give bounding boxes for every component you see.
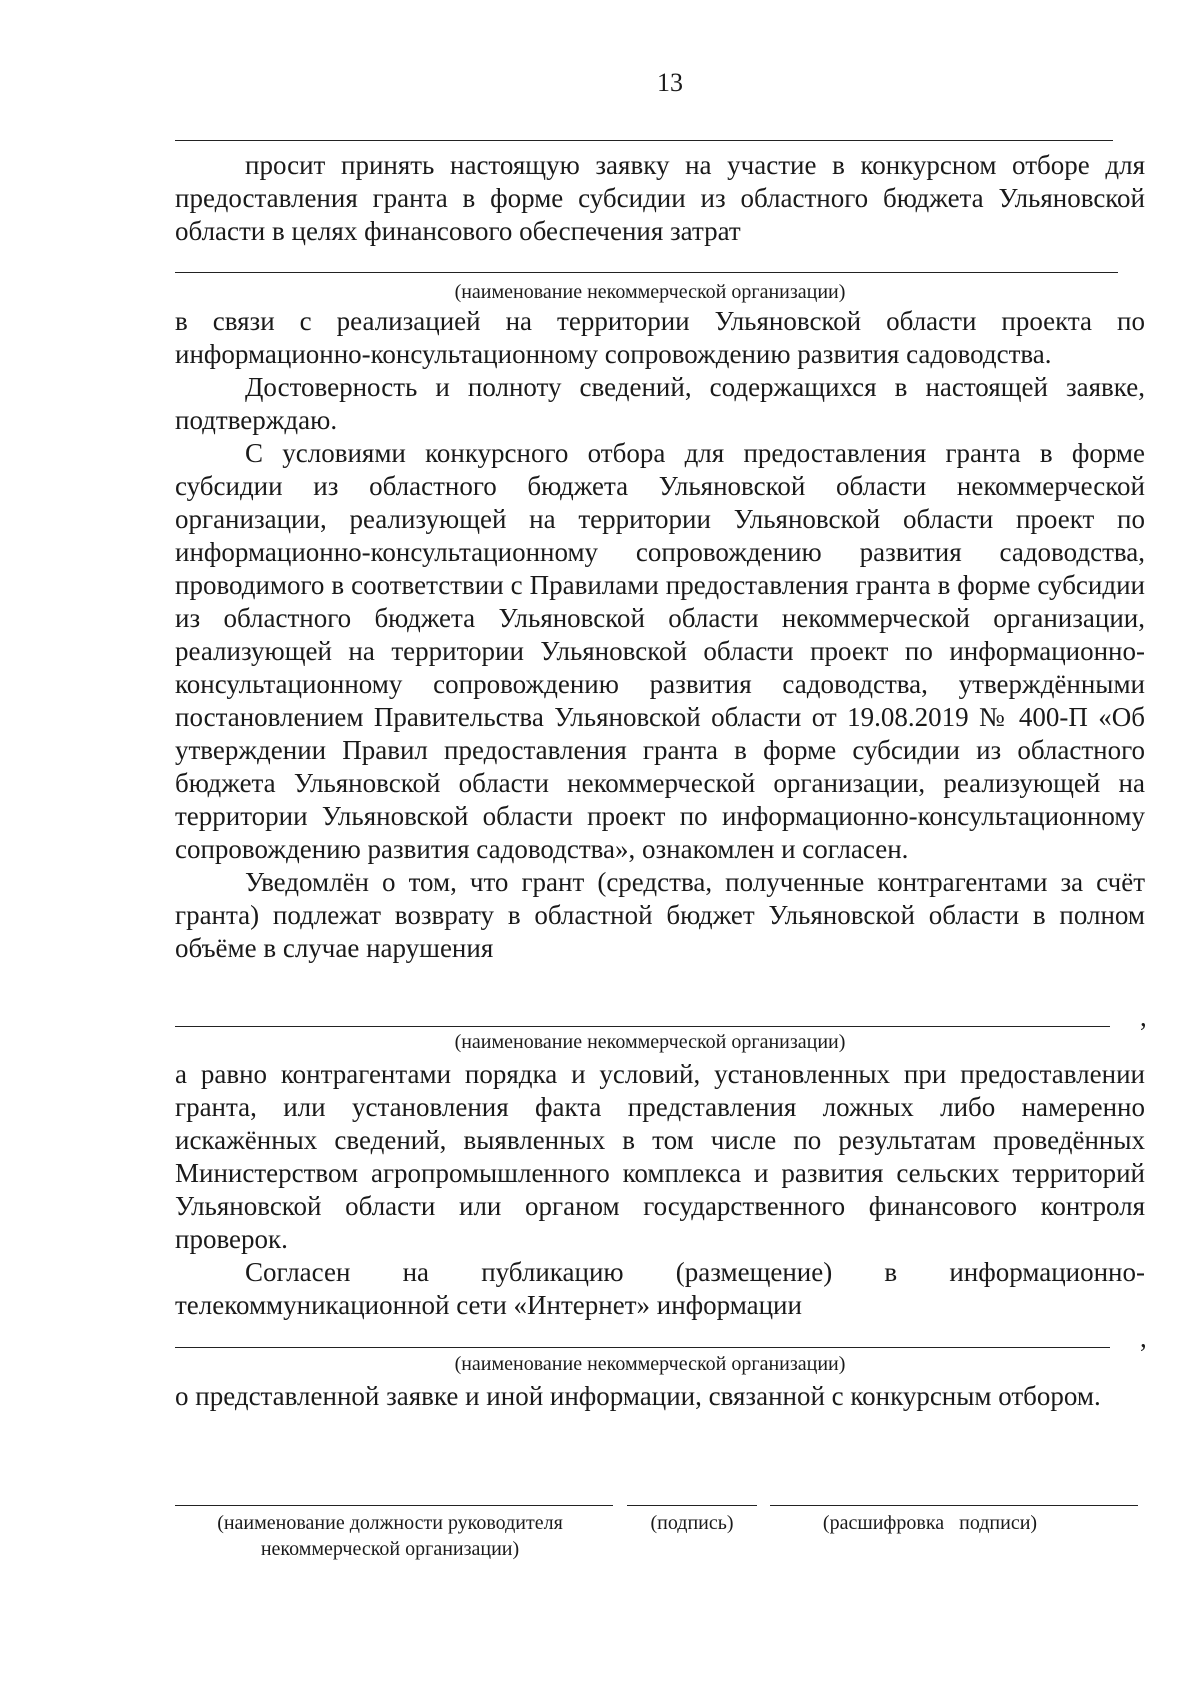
main-body (175, 305, 1145, 965)
position-line[interactable] (175, 1505, 613, 1506)
org-name-caption-2: (наименование некоммерческой организации) (454, 1031, 846, 1053)
org-name-caption-1: (наименование некоммерческой организации) (454, 281, 846, 303)
decoding-line[interactable] (770, 1505, 1138, 1506)
signature-line[interactable] (627, 1505, 757, 1506)
signature-caption: (подпись) (650, 1512, 734, 1534)
notified-paragraph: Уведомлён о том, что грант (средства, полученные контрагентами за счёт гранта) подлежат возврату в областной бюджет Ульяновской области в полном объёме в случае нарушения (175, 867, 1145, 963)
related-paragraph: о представленной заявке и иной информации, связанной с конкурсным отбором. (175, 1381, 1101, 1411)
position-caption: (наименование должности руководителя некоммерческой организации) (217, 1512, 563, 1560)
org-name-line-1[interactable] (175, 272, 1118, 273)
org-name-line-2[interactable] (175, 1026, 1110, 1027)
org-name-comma-2: , (1140, 1002, 1147, 1032)
org-name-line-3[interactable] (175, 1347, 1110, 1348)
publication-paragraph: Согласен на публикацию (размещение) в информационно-телекоммуникационной сети «Интернет» информации (175, 1257, 1145, 1320)
org-name-caption-3: (наименование некоммерческой организации) (454, 1353, 846, 1375)
intro-block (175, 149, 1145, 248)
intro-paragraph: просит принять настоящую заявку на участие в конкурсном отборе для предоставления гранта в форме субсидии из областного бюджета Ульяновской области в целях финансового обеспечения затрат (175, 150, 1145, 246)
violation-block (175, 1058, 1145, 1322)
decoding-caption: (расшифровка подписи) (822, 1512, 1038, 1534)
reliability-paragraph: Достоверность и полноту сведений, содержащихся в настоящей заявке, подтверждаю. (175, 372, 1145, 435)
top-rule (175, 140, 1113, 141)
org-name-comma-3: , (1140, 1323, 1147, 1353)
page-number: 13 (657, 68, 683, 97)
project-paragraph: в связи с реализацией на территории Ульяновской области проекта по информационно-консультационному сопровождению развития садоводства. (175, 306, 1145, 369)
related-block (175, 1380, 1145, 1413)
violation-paragraph: а равно контрагентами порядка и условий, установленных при предоставлении гранта, или установления факта представления ложных либо намеренно искажённых сведений, выявленных в том числе по результатам проведённых Министерством агропромышленного комплекса и развития сельских территорий Ульяновской области или органом государственного финансового контроля проверок. (175, 1059, 1145, 1254)
conditions-paragraph: С условиями конкурсного отбора для предоставления гранта в форме субсидии из областного бюджета Ульяновской области некоммерческой организации, реализующей на территории Ульяновской области проект по информационно-консультационному сопровождению развития садоводства, проводимого в соответствии с Правилами предоставления гранта в форме субсидии из областного бюджета Ульяновской области некоммерческой организации, реализующей на территории Ульяновской области проект по информационно-консультационному сопровождению развития садоводства, утверждёнными постановлением Правительства Ульяновской области от 19.08.2019 № 400-П «Об утверждении Правил предоставления гранта в форме субсидии из областного бюджета Ульяновской области некоммерческой организации, реализующей на территории Ульяновской области проект по информационно-консультационному сопровождению развития садоводства», ознакомлен и согласен. (175, 438, 1145, 864)
